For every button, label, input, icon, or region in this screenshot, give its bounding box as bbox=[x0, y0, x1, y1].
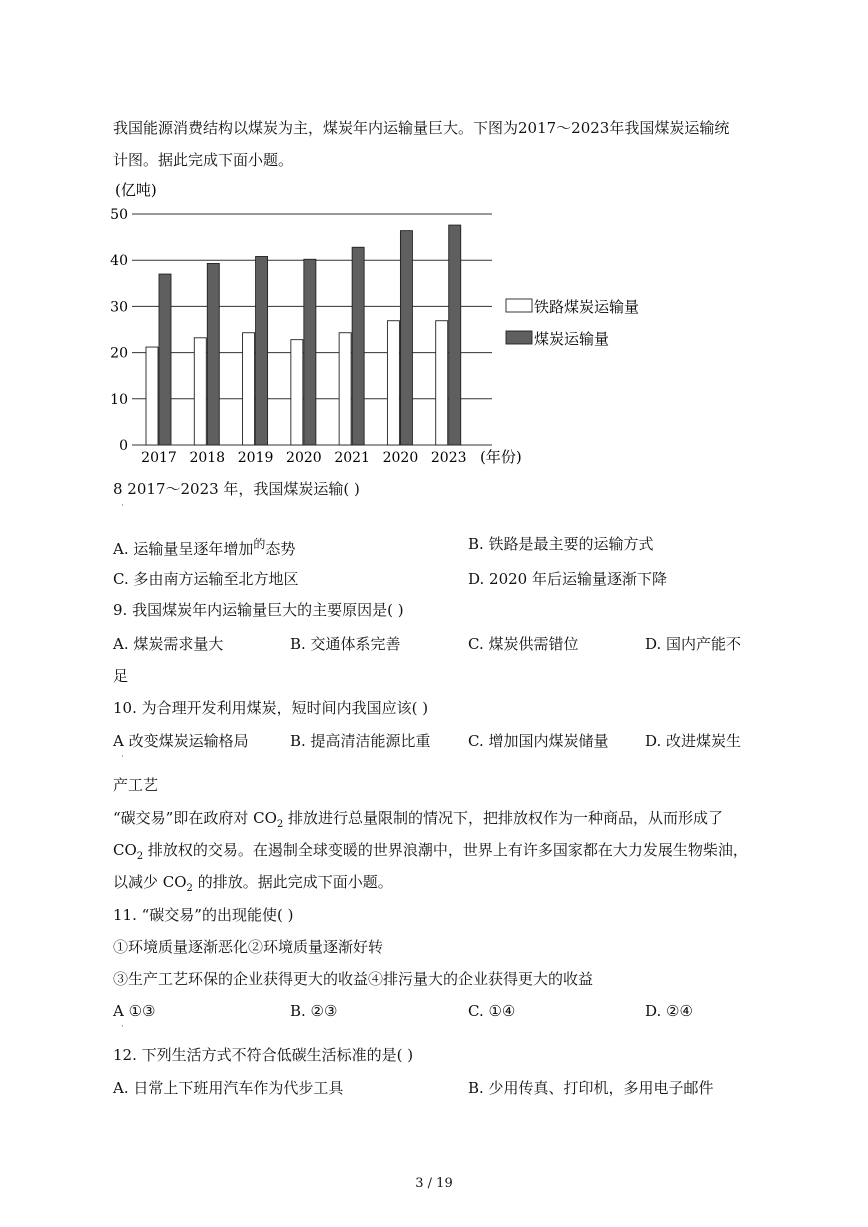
q10-option-d[interactable]: D. 改进煤炭生 bbox=[645, 732, 742, 750]
bar-total bbox=[256, 257, 268, 445]
x-axis-label: (年份) bbox=[480, 448, 522, 466]
q8-option-c[interactable]: C. 多由南方运输至北方地区 bbox=[113, 570, 299, 588]
legend-swatch bbox=[506, 331, 532, 344]
y-axis-label: (亿吨) bbox=[115, 181, 157, 199]
q10-option-c[interactable]: C. 增加国内煤炭储量 bbox=[468, 732, 609, 750]
x-tick-label: 2020 bbox=[382, 450, 419, 466]
intro-line-1: 我国能源消费结构以煤炭为主，煤炭年内运输量巨大。下图为2017～2023年我国煤炭运输统 bbox=[113, 119, 730, 137]
bar-railway bbox=[243, 333, 255, 445]
y-tick-label: 40 bbox=[110, 253, 128, 270]
q12-stem: 12. 下列生活方式不符合低碳生活标准的是( ) bbox=[113, 1046, 414, 1064]
x-tick-label: 2021 bbox=[334, 450, 370, 466]
x-tick-label: 2023 bbox=[430, 450, 467, 466]
intro-line-2: 计图。据此完成下面小题。 bbox=[113, 151, 294, 169]
q8-option-a-text: A. 运输量呈逐年增加 bbox=[113, 540, 254, 558]
q8-dot: · bbox=[121, 501, 124, 511]
y-tick-label: 0 bbox=[119, 438, 128, 454]
passage2-line-3-sub: 2 bbox=[186, 883, 193, 894]
q10-stem: 10. 为合理开发利用煤炭，短时间内我国应该( ) bbox=[113, 699, 429, 717]
q11-statements-2: ③生产工艺环保的企业获得更大的收益④排污量大的企业获得更大的收益 bbox=[113, 970, 594, 988]
q11-option-d[interactable]: D. ②④ bbox=[645, 1002, 693, 1020]
passage2-line-1 bbox=[113, 808, 723, 828]
y-tick-label: 50 bbox=[110, 207, 128, 223]
passage2-line-3-b: 的排放。据此完成下面小题。 bbox=[192, 873, 393, 891]
bar-total bbox=[304, 259, 316, 445]
q10-option-d-cont: 产工艺 bbox=[113, 776, 159, 794]
bar-railway bbox=[291, 340, 303, 445]
q11-dot: · bbox=[121, 1022, 124, 1032]
q9-option-a[interactable]: A. 煤炭需求量大 bbox=[113, 635, 224, 653]
passage2-line-2-a: CO bbox=[113, 841, 137, 859]
q11-option-c[interactable]: C. ①④ bbox=[468, 1002, 516, 1020]
q10-dot: · bbox=[121, 752, 124, 762]
bar-railway bbox=[339, 333, 351, 445]
q10-option-a[interactable]: A 改变煤炭运输格局 bbox=[113, 732, 249, 750]
passage2-line-2-sub: 2 bbox=[136, 851, 144, 862]
y-tick-label: 30 bbox=[110, 299, 128, 316]
x-tick-label: 2018 bbox=[189, 450, 226, 466]
q12-option-b[interactable]: B. 少用传真、打印机，多用电子邮件 bbox=[468, 1079, 714, 1097]
coal-transport-chart bbox=[108, 178, 640, 470]
page-number: 3 / 19 bbox=[415, 1176, 453, 1191]
bar-total bbox=[207, 263, 219, 445]
q9-option-d[interactable]: D. 国内产能不 bbox=[645, 635, 742, 653]
y-tick-label: 10 bbox=[110, 391, 128, 408]
q8-option-d[interactable]: D. 2020 年后运输量逐渐下降 bbox=[468, 570, 667, 588]
q9-option-d-cont: 足 bbox=[113, 667, 129, 685]
passage2-line-1-sub: 2 bbox=[276, 819, 284, 830]
passage2-line-2 bbox=[113, 840, 748, 860]
q8-stem: 8 2017～2023 年，我国煤炭运输( ) bbox=[113, 480, 360, 498]
bar-total bbox=[159, 274, 171, 445]
passage2-line-3 bbox=[113, 872, 393, 892]
q8-option-b[interactable]: B. 铁路是最主要的运输方式 bbox=[468, 535, 654, 553]
q8-option-a-text-end: 态势 bbox=[265, 540, 296, 558]
x-tick-label: 2020 bbox=[286, 450, 322, 466]
q11-option-b[interactable]: B. ②③ bbox=[290, 1002, 338, 1020]
q11-option-a[interactable]: A ①③ bbox=[113, 1002, 156, 1020]
x-tick-label: 2017 bbox=[141, 450, 177, 466]
q9-option-c[interactable]: C. 煤炭供需错位 bbox=[468, 635, 579, 653]
passage2-line-1-a: “碳交易”即在政府对 CO bbox=[113, 809, 277, 827]
bar-railway bbox=[194, 338, 206, 445]
y-tick-label: 20 bbox=[110, 345, 128, 362]
passage2-line-2-b: 排放权的交易。在遏制全球变暖的世界浪潮中，世界上有许多国家都在大力发展生物柴油， bbox=[143, 841, 748, 859]
bar-total bbox=[449, 225, 461, 445]
passage2-line-3-a: 以减少 CO bbox=[113, 873, 187, 891]
legend-swatch bbox=[506, 299, 532, 312]
legend-label: 煤炭运输量 bbox=[534, 330, 610, 348]
q9-option-b[interactable]: B. 交通体系完善 bbox=[290, 635, 401, 653]
bar-railway bbox=[387, 321, 399, 445]
x-tick-label: 2019 bbox=[237, 450, 274, 466]
passage2-line-1-b: 排放进行总量限制的情况下，把排放权作为一种商品，从而形成了 bbox=[283, 809, 724, 827]
q11-statements-1: ①环境质量逐渐恶化②环境质量逐渐好转 bbox=[113, 938, 384, 956]
q11-stem: 11. “碳交易”的出现能使( ) bbox=[113, 906, 294, 924]
bar-railway bbox=[146, 347, 158, 445]
q8-option-a-sup: 的 bbox=[253, 537, 266, 551]
bar-total bbox=[400, 231, 412, 445]
q12-option-a[interactable]: A. 日常上下班用汽车作为代步工具 bbox=[113, 1079, 344, 1097]
legend-label: 铁路煤炭运输量 bbox=[534, 298, 640, 316]
q8-option-a[interactable] bbox=[113, 534, 295, 559]
q10-option-b[interactable]: B. 提高清洁能源比重 bbox=[290, 732, 431, 750]
bar-railway bbox=[436, 321, 448, 445]
q9-stem: 9. 我国煤炭年内运输量巨大的主要原因是( ) bbox=[113, 601, 404, 619]
bar-total bbox=[352, 247, 364, 445]
